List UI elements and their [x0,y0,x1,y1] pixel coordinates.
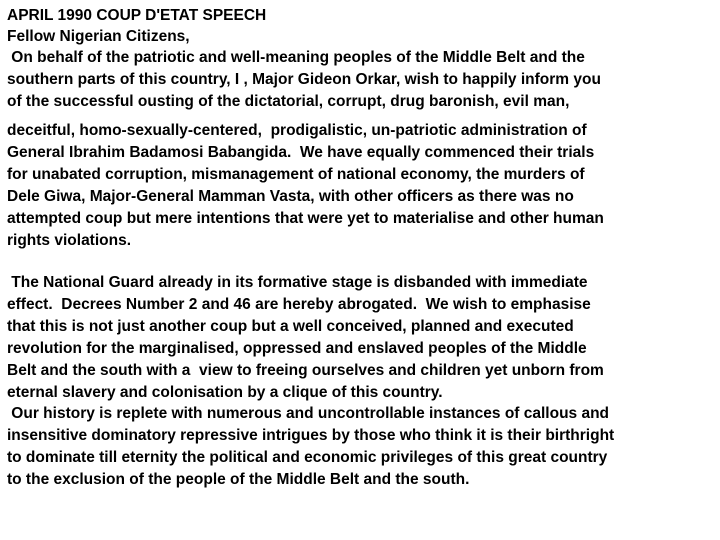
paragraph-line: that this is not just another coup but a well conceived, planned and executed [7,318,574,335]
paragraph-line: General Ibrahim Badamosi Babangida. We have equally commenced their trials [7,144,595,161]
paragraph-line: for unabated corruption, mismanagement of national economy, the murders of [7,166,585,183]
paragraph-line: eternal slavery and colonisation by a clique of this country. [7,384,443,401]
paragraph-line: The National Guard already in its formative stage is disbanded with immediate [7,274,588,291]
paragraph-line: insensitive dominatory repressive intrigues by those who think it is their birthright [7,427,615,444]
greeting: Fellow Nigerian Citizens, [7,28,190,45]
paragraph-line: of the successful ousting of the dictatorial, corrupt, drug baronish, evil man, [7,93,570,110]
paragraph-line: effect. Decrees Number 2 and 46 are hereby abrogated. We wish to emphasise [7,296,591,313]
paragraph-line: On behalf of the patriotic and well-meaning peoples of the Middle Belt and the [7,49,585,66]
paragraph-line: to dominate till eternity the political and economic privileges of this great country [7,449,608,466]
paragraph-line: deceitful, homo-sexually-centered, prodigalistic, un-patriotic administration of [7,122,587,139]
paragraph-line: Belt and the south with a view to freeing ourselves and children yet unborn from [7,362,604,379]
paragraph-line: to the exclusion of the people of the Middle Belt and the south. [7,471,470,488]
paragraph-line: attempted coup but mere intentions that were yet to materialise and other human [7,210,604,227]
paragraph-line: Dele Giwa, Major-General Mamman Vasta, with other officers as there was no [7,188,574,205]
paragraph-line: revolution for the marginalised, oppressed and enslaved peoples of the Middle [7,340,587,357]
paragraph-line: rights violations. [7,232,132,249]
paragraph-line: Our history is replete with numerous and uncontrollable instances of callous and [7,405,610,422]
paragraph-line: southern parts of this country, I , Major Gideon Orkar, wish to happily inform you [7,71,601,88]
document-title: APRIL 1990 COUP D'ETAT SPEECH [7,7,267,24]
